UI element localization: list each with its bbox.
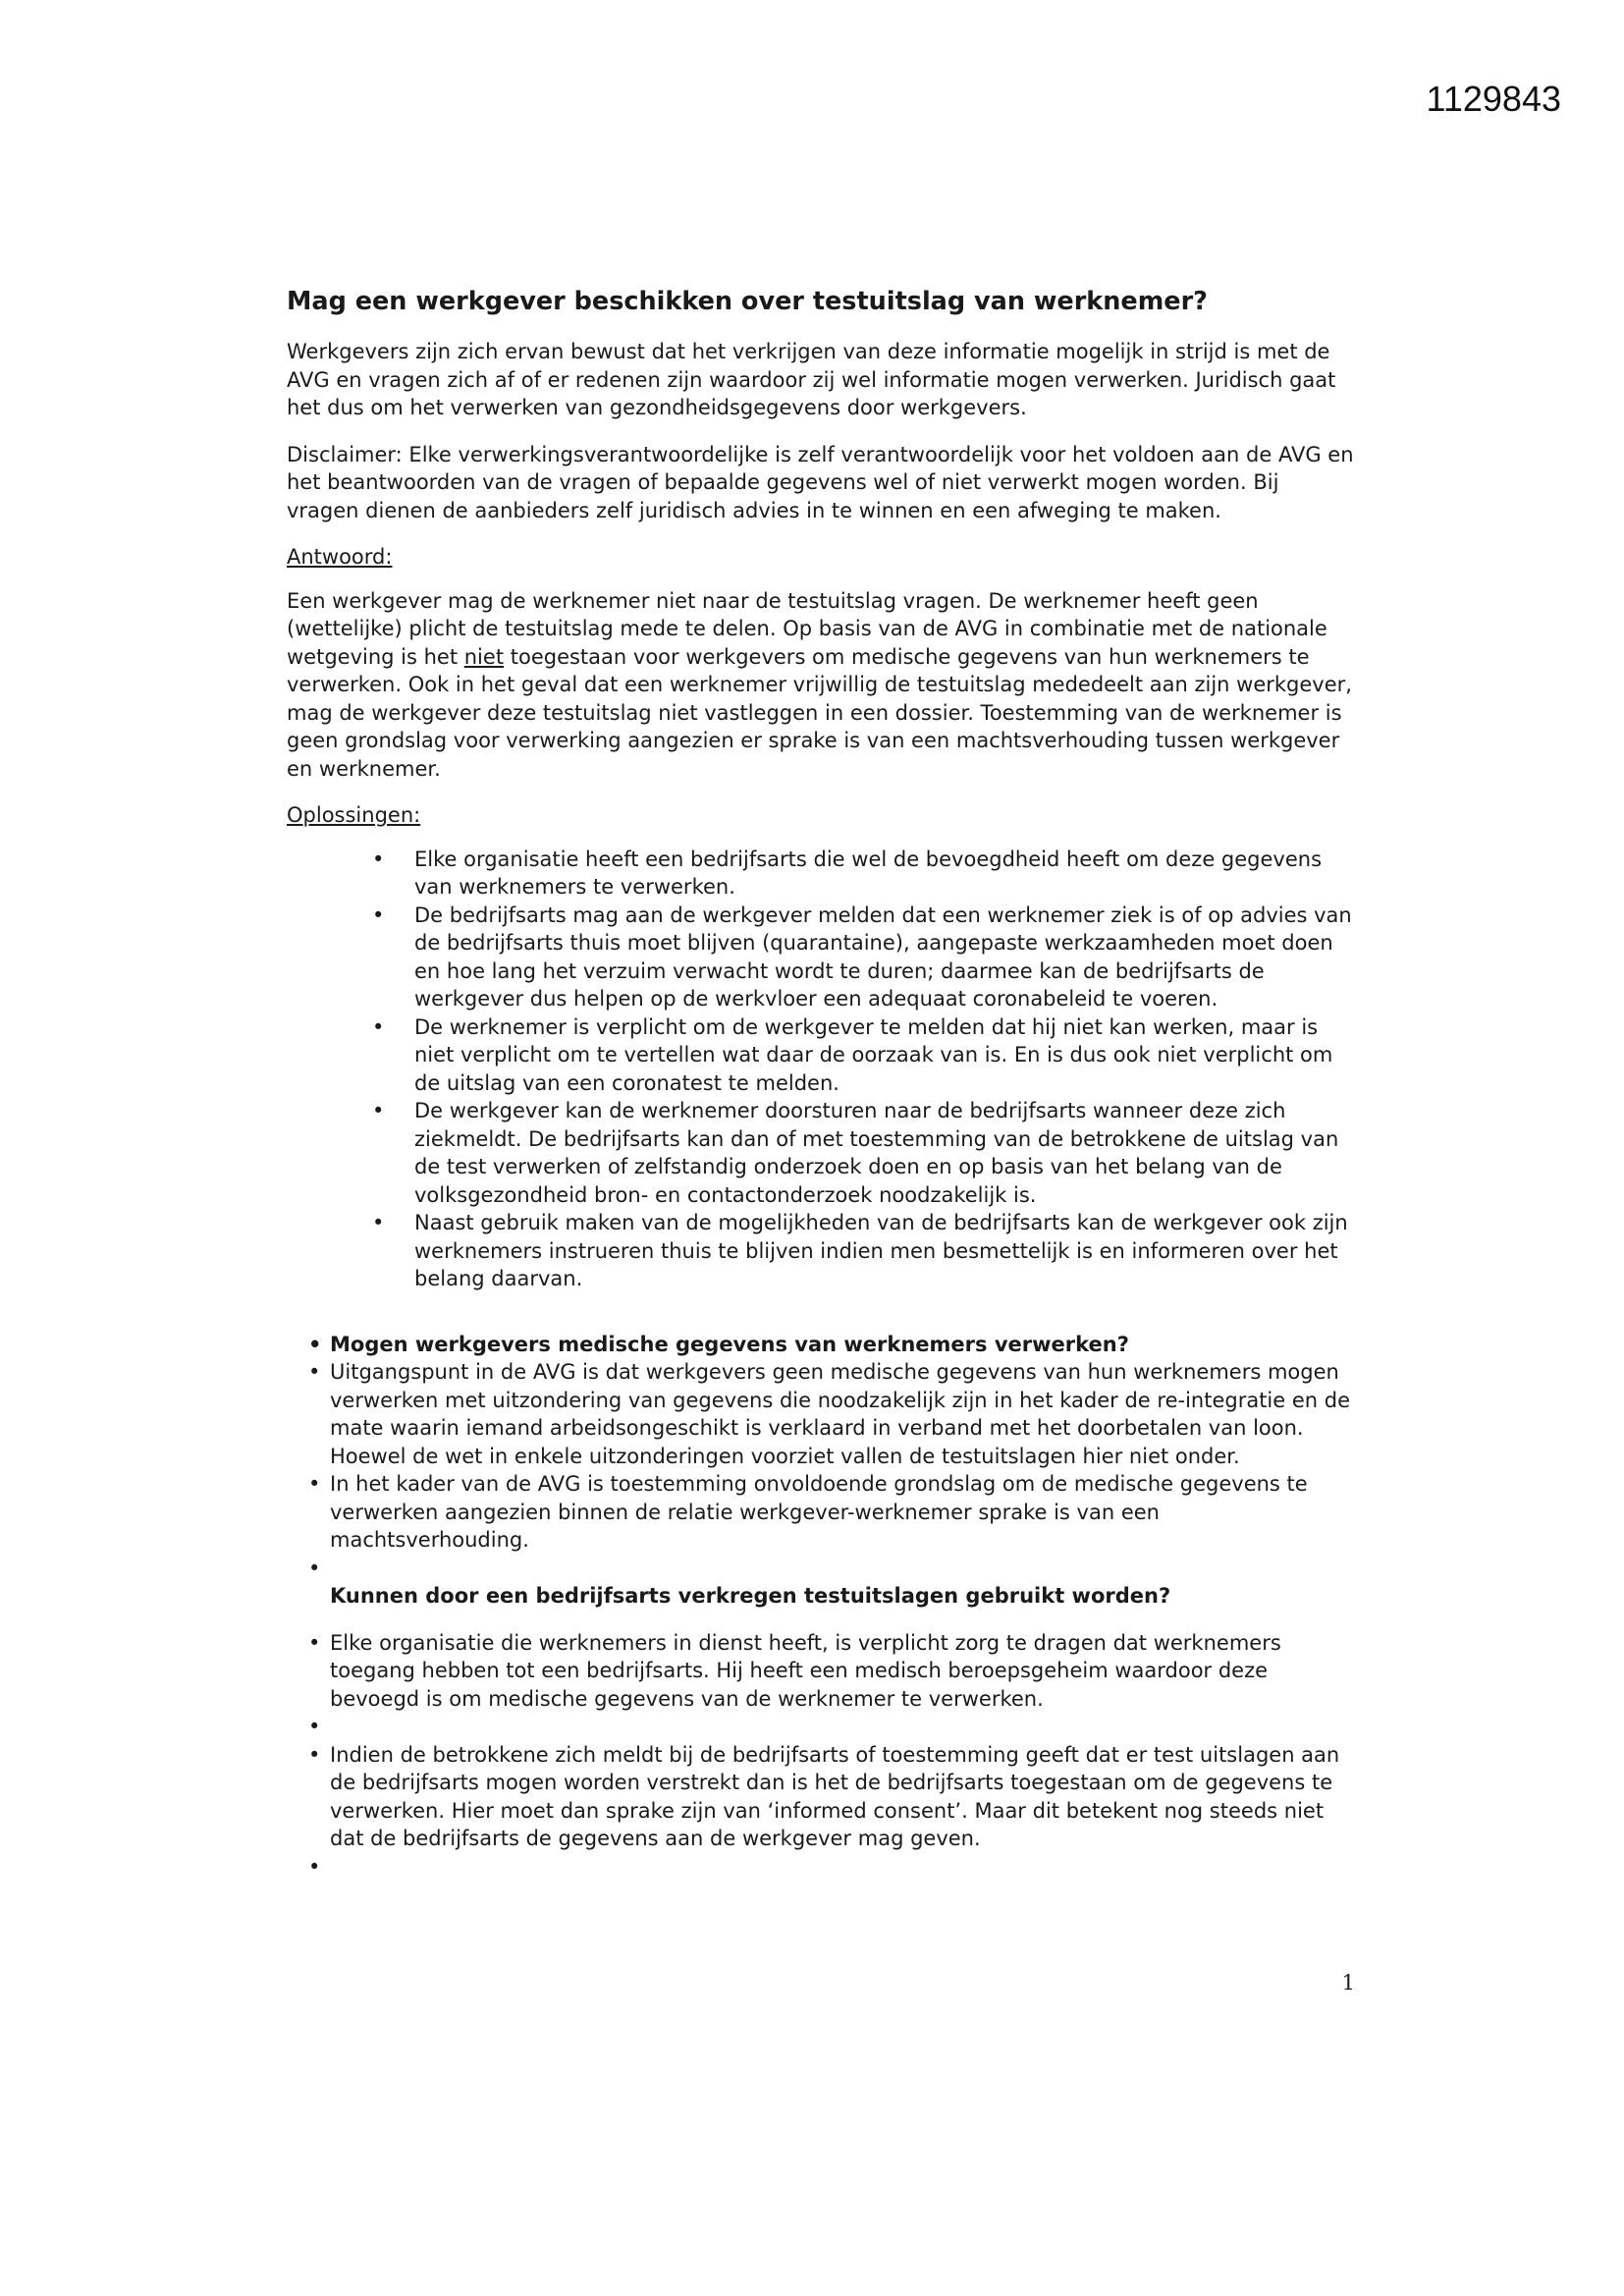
section2-item: • In het kader van de AVG is toestemming onvoldoende grondslag om de medische gegevens te verwerken aangezien binnen de relatie werkgever-werknemer sprake is van een machtsverhouding.: [287, 1470, 1357, 1555]
empty-bullet: [287, 1713, 1357, 1741]
solution-item: • Naast gebruik maken van de mogelijkheden van de bedrijfsarts kan de werkgever ook zijn werknemers instrueren thuis te blijven indien men besmettelijk is en informeren over het belang daarvan.: [414, 1209, 1357, 1293]
section3-list: [287, 1629, 1357, 1882]
solution-item: • De werknemer is verplicht om de werkgever te melden dat hij niet kan werken, maar is niet verplicht om te vertellen wat daar de oorzaak van is. En is dus ook niet verplicht om de uitslag van een coronatest te melden.: [414, 1013, 1357, 1098]
solutions-list: [287, 846, 1357, 1293]
solution-item: • Elke organisatie heeft een bedrijfsarts die wel de bevoegdheid heeft om deze gegevens van werknemers te verwerken.: [414, 846, 1357, 902]
section2-list: [287, 1331, 1357, 1583]
section3-item: • Indien de betrokkene zich meldt bij de bedrijfsarts of toestemming geeft dat er test uitslagen aan de bedrijfsarts mogen worden verstrekt dan is het de bedrijfsarts toegestaan om de gegevens te verwerken. Hier moet dan sprake zijn van ‘informed consent’. Maar dit betekent nog steeds niet dat de bedrijfsarts de gegevens aan de werkgever mag geven.: [287, 1741, 1357, 1853]
answer-text-part1: Een werkgever mag de werknemer niet naar de testuitslag vragen. De werknemer heeft geen (wettelijke) plicht de testuitslag mede te delen. Op basis van de AVG in combinatie met de nationale wetgeving is het: [287, 588, 1327, 669]
answer-label: Antwoord:: [287, 545, 393, 569]
disclaimer-paragraph: Disclaimer: Elke verwerkingsverantwoordelijke is zelf verantwoordelijk voor het voldoen aan de AVG en het beantwoorden van de vragen of bepaalde gegevens wel of niet verwerkt mogen worden. Bij vragen dienen de aanbieders zelf juridisch advies in te winnen en een afweging te maken.: [287, 442, 1354, 522]
document-body: [287, 285, 1357, 1881]
page-title: Mag een werkgever beschikken over testuitslag van werknemer?: [287, 287, 1208, 316]
solutions-label: Oplossingen:: [287, 803, 421, 827]
solution-item: • De werkgever kan de werknemer doorsturen naar de bedrijfsarts wanneer deze zich ziekmeldt. De bedrijfsarts kan dan of met toestemming van de betrokkene de uitslag van de test verwerken of zelfstandig onderzoek doen en op basis van het belang van de volksgezondheid bron- en contactonderzoek noodzakelijk is.: [414, 1097, 1357, 1209]
answer-paragraph: [287, 587, 1357, 784]
empty-bullet: [287, 1853, 1357, 1882]
document-id: 1129843: [1426, 79, 1561, 119]
section2-heading: • Mogen werkgevers medische gegevens van werknemers verwerken?: [287, 1331, 1357, 1359]
section2-item: • Uitgangspunt in de AVG is dat werkgevers geen medische gegevens van hun werknemers mogen verwerken met uitzondering van gegevens die noodzakelijk zijn in het kader de re-integratie en de mate waarin iemand arbeidsongeschikt is verklaard in verband met het doorbetalen van loon. Hoewel de wet in enkele uitzonderingen voorziet vallen de testuitslagen hier niet onder.: [287, 1358, 1357, 1470]
empty-bullet: [287, 1555, 1357, 1583]
page-number: 1: [1341, 1971, 1355, 1995]
intro-paragraph: Werkgevers zijn zich ervan bewust dat het verkrijgen van deze informatie mogelijk in strijd is met de AVG en vragen zich af of er redenen zijn waardoor zij wel informatie mogen verwerken. Juridisch gaat het dus om het verwerken van gezondheidsgegevens door werkgevers.: [287, 340, 1336, 419]
answer-text-part2: toegestaan voor werkgevers om medische gegevens van hun werknemers te verwerken. Ook in het geval dat een werknemer vrijwillig de testuitslag mededeelt aan zijn werkgever, mag de werkgever deze testuitslag niet vastleggen in een dossier. Toestemming van de werknemer is geen grondslag voor verwerking aangezien er sprake is van een machtsverhouding tussen werkgever en werknemer.: [287, 644, 1352, 781]
section3-item: • Elke organisatie die werknemers in dienst heeft, is verplicht zorg te dragen dat werknemers toegang hebben tot een bedrijfsarts. Hij heeft een medisch beroepsgeheim waardoor deze bevoegd is om medische gegevens van de werknemer te verwerken.: [287, 1629, 1357, 1714]
answer-emphasis: niet: [463, 644, 505, 669]
section3-heading: Kunnen door een bedrijfsarts verkregen testuitslagen gebruikt worden?: [330, 1584, 1171, 1608]
solution-item: • De bedrijfsarts mag aan de werkgever melden dat een werknemer ziek is of op advies van de bedrijfsarts thuis moet blijven (quarantaine), aangepaste werkzaamheden moet doen en hoe lang het verzuim verwacht wordt te duren; daarmee kan de bedrijfsarts de werkgever dus helpen op de werkvloer een adequaat coronabeleid te voeren.: [414, 902, 1357, 1013]
